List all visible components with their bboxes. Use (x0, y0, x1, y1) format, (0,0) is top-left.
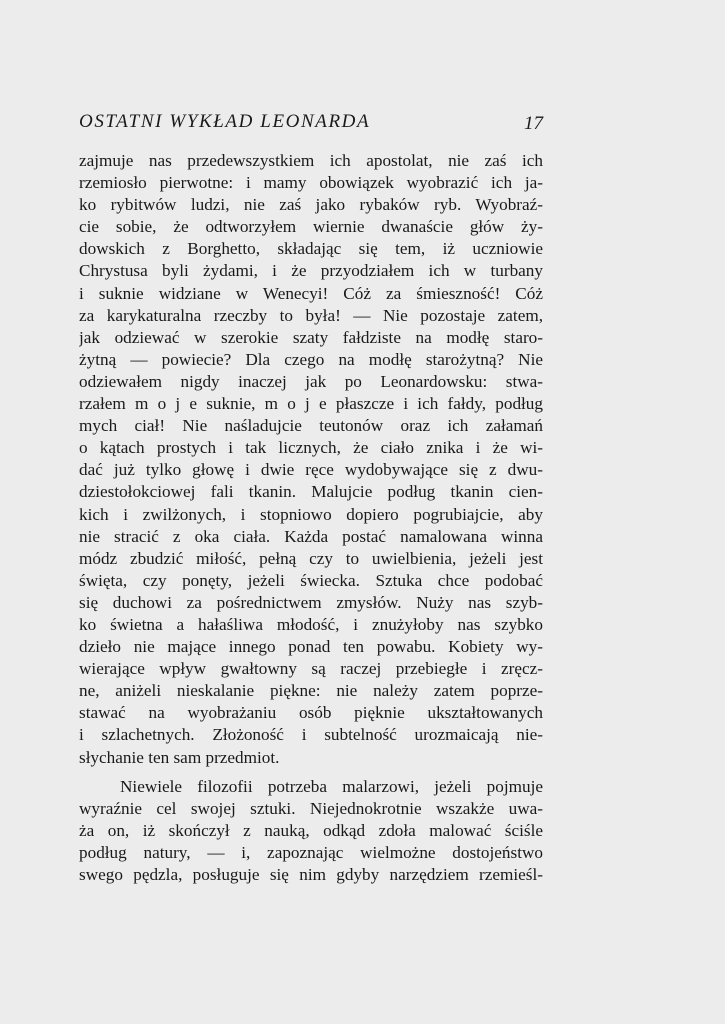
text-line: mych ciał! Nie naśladujcie teutonów oraz ich załamań (79, 416, 543, 436)
text-line: i szlachetnych. Złożoność i subtelność urozmaicają nie- (79, 725, 543, 745)
paragraph-1 (79, 150, 543, 769)
text-line: zajmuje nas przedewszystkiem ich apostolat, nie zaś ich (79, 151, 543, 170)
text-line: za karykaturalna rzeczby to była! — Nie pozostaje zatem, (79, 305, 543, 325)
text-line: swego pędzla, posługuje się nim gdyby narzędziem rzemieśl- (79, 865, 543, 884)
text-line: dowskich z Borghetto, składając się tem, iż uczniowie (79, 239, 543, 259)
text-line: żytną — powiecie? Dla czego na modłę starożytną? Nie (79, 349, 543, 369)
text-line: Niewiele filozofii potrzeba malarzowi, jeżeli pojmuje (120, 776, 543, 796)
running-title: OSTATNI WYKŁAD LEONARDA (79, 111, 371, 132)
text-line: rzałem m o j e suknie, m o j e płaszcze i ich fałdy, podług (79, 394, 543, 414)
text-line: Chrystusa byli żydami, i że przyodziałem ich w turbany (79, 261, 543, 281)
text-line: i suknie widziane w Wenecyi! Cóż za śmieszność! Cóż (79, 283, 543, 303)
text-line: o kątach prostych i tak licznych, że ciało znika i że wi- (79, 438, 543, 458)
text-line: rzemiosło pierwotne: i mamy obowiązek wyobrazić ich ja- (79, 173, 543, 193)
text-line: ko rybitwów ludzi, nie zaś jako rybaków ryb. Wyobraź- (79, 195, 543, 215)
text-line: święta, czy ponęty, jeżeli świecka. Sztuka chce podobać (79, 570, 543, 590)
text-line: ża on, iż skończył z nauką, odkąd zdoła malować ściśle (79, 820, 543, 840)
text-line: wierające wpływ gwałtowny są raczej przebiegłe i zręcz- (79, 659, 543, 679)
body-text (79, 150, 543, 886)
text-line: ne, aniżeli nieskalanie piękne: nie należy zatem poprze- (79, 681, 543, 701)
paragraph-gap (79, 769, 543, 776)
text-line: jak odziewać w szerokie szaty fałdziste na modłę staro- (79, 327, 543, 347)
text-line: dziestołokciowej fali tkanin. Malujcie podług tkanin cien- (79, 482, 543, 502)
paragraph-2 (79, 776, 543, 886)
text-line: dzieło nie mające innego ponad ten powabu. Kobiety wy- (79, 637, 543, 657)
text-line: kich i zwilżonych, i stopniowo dopiero pogrubiajcie, aby (79, 504, 543, 524)
text-line: odziewałem nigdy inaczej jak po Leonardowsku: stwa- (79, 371, 543, 391)
text-line: podług natury, — i, zapoznając wielmożne dostojeństwo (79, 842, 543, 862)
page-number: 17 (524, 113, 543, 134)
text-line: nie stracić z oka ciała. Każda postać namalowana winna (79, 526, 543, 546)
text-line: słychanie ten sam przedmiot. (79, 747, 280, 767)
running-head (79, 111, 543, 135)
text-line: wyraźnie cel swojej sztuki. Niejednokrotnie wszakże uwa- (79, 798, 543, 818)
text-line: cie sobie, że odtworzyłem wiernie dwanaście głów ży- (79, 217, 543, 237)
text-line: módz zbudzić miłość, pełną czy to uwielbienia, jeżeli jest (79, 548, 543, 568)
text-line: się duchowi za pośrednictwem zmysłów. Nuży nas szyb- (79, 592, 543, 612)
text-line: ko świetna a hałaśliwa młodość, i znużyłoby nas szybko (79, 614, 543, 634)
text-line: stawać na wyobrażaniu osób pięknie ukształtowanych (79, 703, 543, 723)
text-line: dać już tylko głowę i dwie ręce wydobywające się z dwu- (79, 460, 543, 480)
